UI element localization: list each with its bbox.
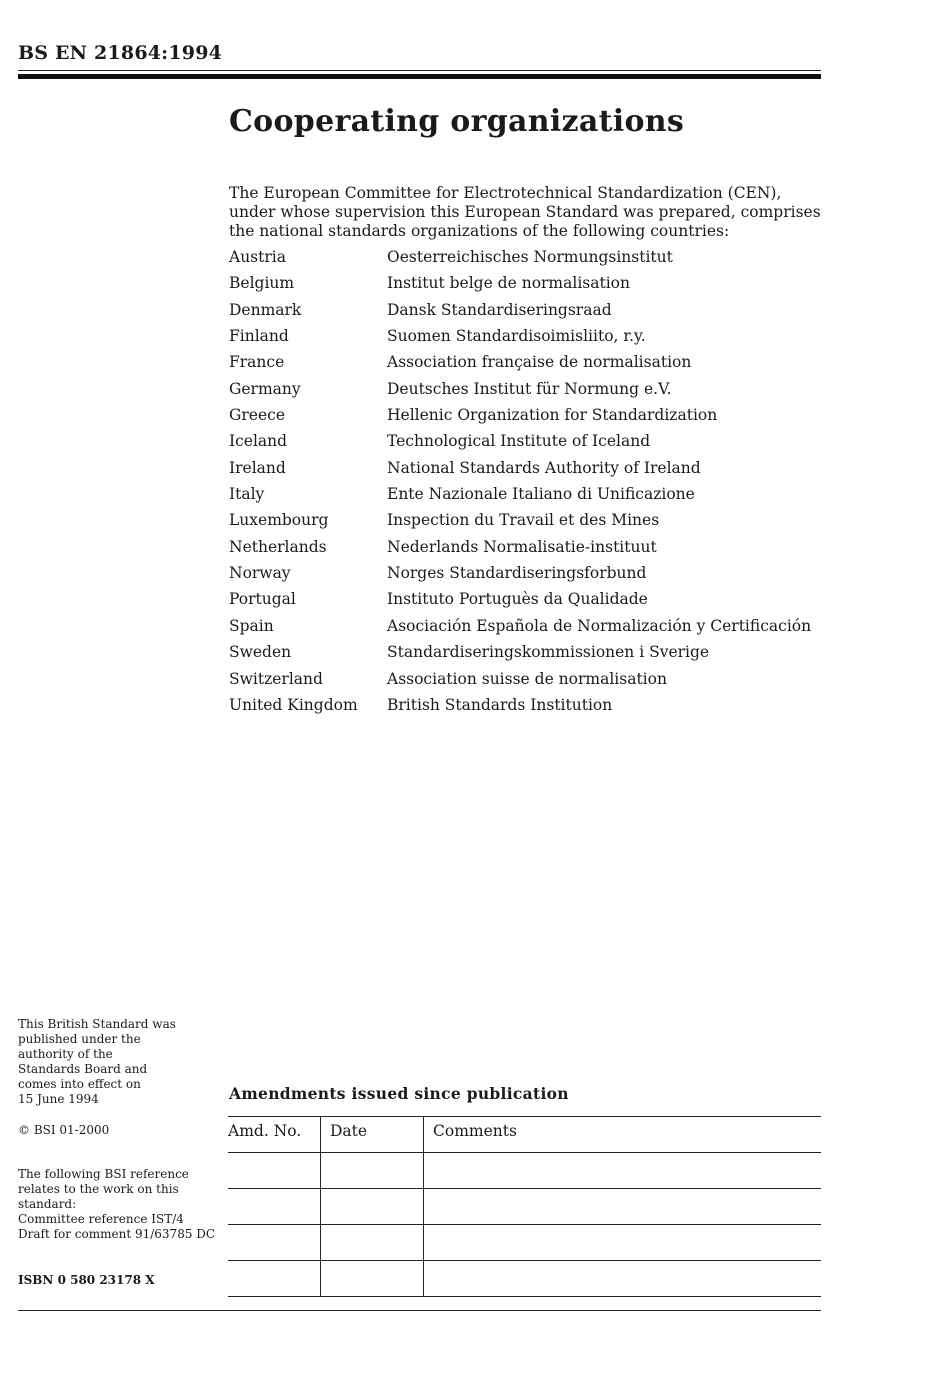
organization-row	[229, 248, 829, 274]
country-name: Norway	[229, 564, 291, 583]
column-header-amd-no: Amd. No.	[228, 1117, 321, 1153]
header-rule-thin	[18, 70, 821, 71]
amendment-cell	[424, 1225, 822, 1261]
organization-name: National Standards Authority of Ireland	[387, 458, 701, 477]
country-name: Spain	[229, 616, 274, 635]
column-header-date: Date	[321, 1117, 424, 1153]
note-line: Draft for comment 91/63785 DC	[18, 1227, 216, 1241]
organization-name: Hellenic Organization for Standardization	[387, 406, 718, 425]
organization-row	[229, 406, 829, 432]
organization-name: Standardiseringskommissionen i Sverige	[387, 643, 710, 662]
page-title: Cooperating organizations	[229, 104, 685, 139]
amendment-cell	[228, 1189, 321, 1225]
footer-rule	[18, 1310, 821, 1311]
amendments-header-row	[228, 1117, 821, 1153]
organization-name: Asociación Española de Normalización y Certificación	[387, 616, 812, 635]
organization-row	[229, 432, 829, 458]
amendment-cell	[424, 1153, 822, 1189]
country-name: Greece	[229, 406, 285, 425]
amendment-cell	[424, 1261, 822, 1297]
organization-list	[229, 248, 829, 722]
publication-note	[18, 1017, 218, 1107]
organization-name: Oesterreichisches Normungsinstitut	[387, 248, 673, 266]
document-code: BS EN 21864:1994	[18, 42, 223, 64]
organization-row	[229, 459, 829, 485]
organization-row	[229, 485, 829, 511]
organization-name: British Standards Institution	[387, 695, 613, 714]
country-name: Ireland	[229, 458, 286, 477]
country-name: Sweden	[229, 643, 292, 662]
organization-row	[229, 670, 829, 696]
organization-row	[229, 538, 829, 564]
organization-row	[229, 511, 829, 537]
organization-name: Dansk Standardiseringsraad	[387, 300, 612, 319]
note-line: comes into effect on	[18, 1077, 141, 1091]
amendments-title: Amendments issued since publication	[229, 1084, 569, 1103]
amendment-cell	[321, 1189, 424, 1225]
country-name: Iceland	[229, 432, 288, 451]
note-line: authority of the	[18, 1047, 113, 1061]
organization-row	[229, 301, 829, 327]
country-name: Italy	[229, 485, 265, 504]
organization-name: Nederlands Normalisatie-instituut	[387, 537, 657, 556]
amendment-row	[228, 1261, 821, 1297]
organization-row	[229, 617, 829, 643]
amendment-cell	[228, 1225, 321, 1261]
note-line: 15 June 1994	[18, 1092, 99, 1106]
country-name: Germany	[229, 379, 301, 398]
organization-name: Inspection du Travail et des Mines	[387, 511, 660, 530]
organization-row	[229, 590, 829, 616]
organization-row	[229, 380, 829, 406]
amendment-row	[228, 1225, 821, 1261]
country-name: Switzerland	[229, 669, 323, 688]
note-line: relates to the work on this	[18, 1182, 179, 1196]
organization-row	[229, 564, 829, 590]
amendment-cell	[321, 1261, 424, 1297]
organization-row	[229, 696, 829, 722]
country-name: France	[229, 353, 285, 372]
country-name: Austria	[229, 248, 286, 266]
organization-name: Suomen Standardisoimisliito, r.y.	[387, 327, 646, 346]
organization-row	[229, 274, 829, 300]
organization-name: Association française de normalisation	[387, 353, 692, 372]
column-header-comments: Comments	[424, 1117, 822, 1153]
organization-name: Instituto Portuguès da Qualidade	[387, 590, 648, 609]
copyright-note: © BSI 01-2000	[18, 1123, 110, 1137]
country-name: Netherlands	[229, 537, 327, 556]
country-name: United Kingdom	[229, 695, 358, 714]
note-line: standard:	[18, 1197, 77, 1211]
country-name: Denmark	[229, 300, 302, 319]
country-name: Portugal	[229, 590, 296, 609]
amendments-table	[228, 1116, 821, 1297]
amendment-row	[228, 1153, 821, 1189]
organization-name: Technological Institute of Iceland	[387, 432, 651, 451]
country-name: Finland	[229, 327, 289, 346]
header-rule-thick	[18, 74, 821, 79]
amendment-row	[228, 1189, 821, 1225]
intro-paragraph: The European Committee for Electrotechnical Standardization (CEN), under whose supervision this European Standard was prepared, comprises the national standards organizations of the following countries:	[229, 184, 821, 240]
organization-name: Association suisse de normalisation	[387, 669, 667, 688]
note-line: Standards Board and	[18, 1062, 148, 1076]
organization-name: Institut belge de normalisation	[387, 274, 630, 293]
organization-name: Deutsches Institut für Normung e.V.	[387, 379, 672, 398]
amendment-cell	[424, 1189, 822, 1225]
country-name: Belgium	[229, 274, 295, 293]
bsi-reference-note	[18, 1167, 218, 1242]
amendment-cell	[228, 1153, 321, 1189]
note-line: This British Standard was	[18, 1017, 176, 1031]
organization-row	[229, 353, 829, 379]
organization-row	[229, 643, 829, 669]
country-name: Luxembourg	[229, 511, 329, 530]
note-line: The following BSI reference	[18, 1167, 189, 1181]
organization-name: Norges Standardiseringsforbund	[387, 564, 647, 583]
organization-name: Ente Nazionale Italiano di Unificazione	[387, 485, 695, 504]
amendment-cell	[228, 1261, 321, 1297]
organization-row	[229, 327, 829, 353]
amendment-cell	[321, 1225, 424, 1261]
note-line: published under the	[18, 1032, 141, 1046]
note-line: Committee reference IST/4	[18, 1212, 184, 1226]
amendment-cell	[321, 1153, 424, 1189]
isbn: ISBN 0 580 23178 X	[18, 1273, 155, 1287]
